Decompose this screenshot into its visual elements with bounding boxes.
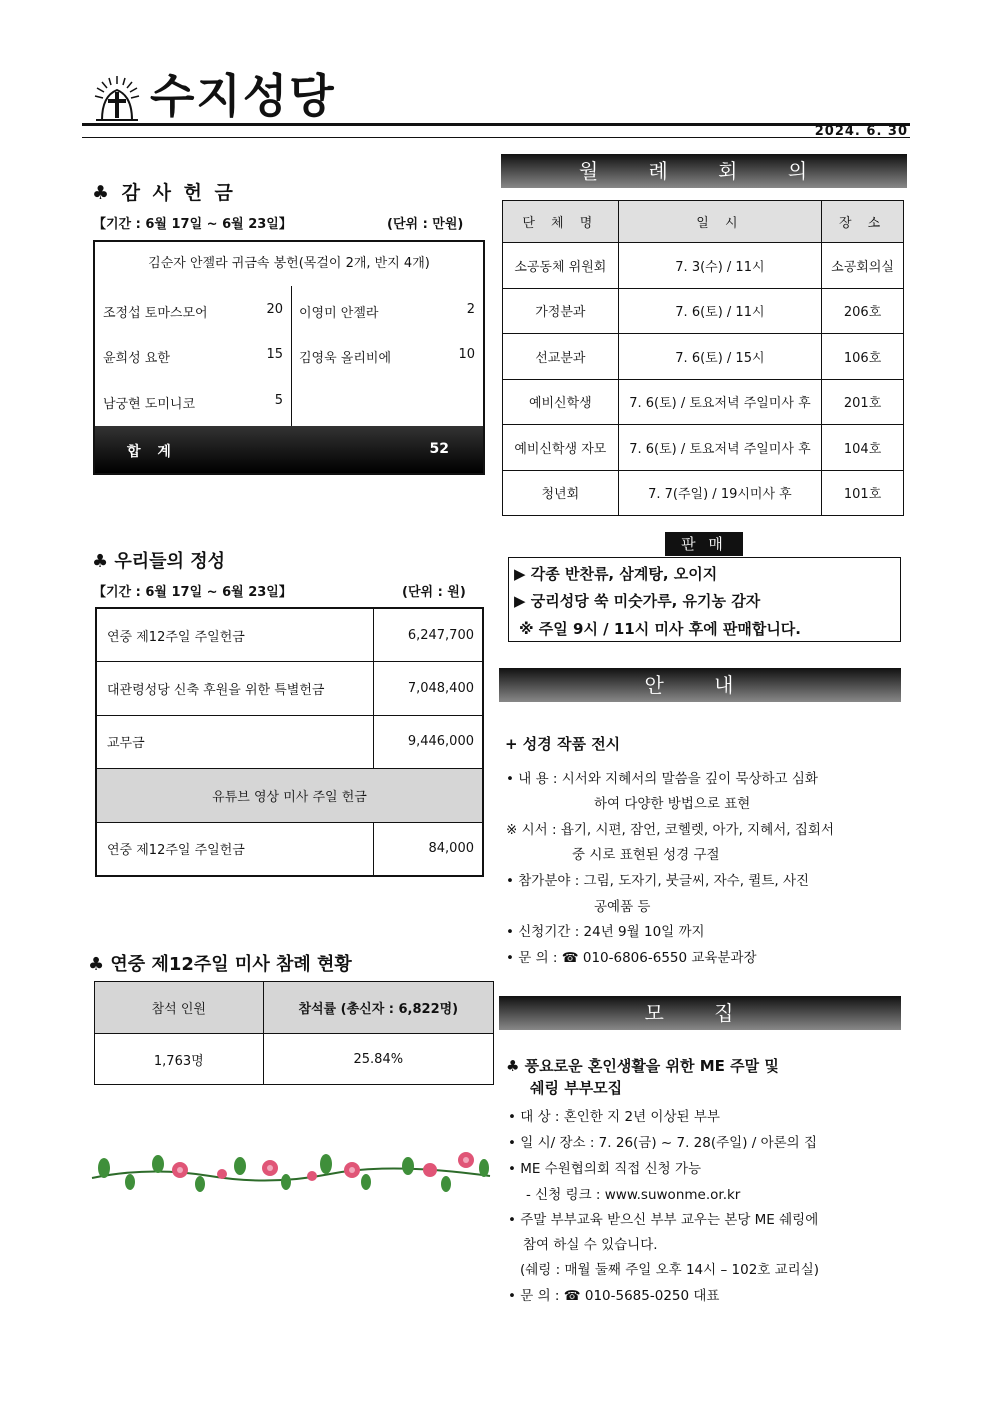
table-row: [96, 769, 483, 823]
recruit-line: • ME 수원협의회 직접 신청 가능: [508, 1161, 702, 1177]
meeting-time: 7. 6(토) / 토요저녁 주일미사 후: [618, 425, 821, 471]
table-row: [503, 425, 904, 471]
notice-line: 공예품 등: [594, 899, 651, 915]
attendance-header: 참석 인원: [95, 982, 264, 1034]
notice-line: • 문 의 : ☎ 010-6806-6550 교육분과장: [506, 950, 757, 966]
thanks-amount: 5: [274, 393, 283, 408]
thanks-total-row: [95, 426, 483, 473]
recruit-line: (쉐링 : 매월 둘째 주일 오후 14시 – 102호 교리실): [520, 1262, 820, 1278]
meeting-col-header: 단 체 명: [503, 201, 619, 243]
offering-value: 7,048,400: [373, 662, 483, 716]
notice-line: • 참가분야 : 그림, 도자기, 붓글씨, 자수, 퀼트, 사진: [506, 873, 810, 889]
sale-line: ▶ 각종 반찬류, 삼계탕, 오이지: [514, 565, 718, 583]
thanks-name: 남궁현 도미니코: [103, 397, 196, 412]
attendance-count: 1,763명: [95, 1034, 264, 1085]
thanks-header-row: 김순자 안젤라 귀금속 봉헌(목걸이 2개, 반지 4개): [148, 256, 430, 271]
attendance-table: [94, 981, 494, 1085]
recruit-line: 참여 하실 수 있습니다.: [523, 1237, 658, 1253]
meeting-group: 선교분과: [503, 334, 619, 380]
recruit-link: - 신청 링크 : www.suwonme.or.kr: [526, 1187, 741, 1203]
sale-box: [508, 557, 901, 642]
recruit-title-bar: 모 집: [499, 996, 901, 1030]
recruit-heading: ♣ 풍요로운 혼인생활을 위한 ME 주말 및: [506, 1057, 779, 1075]
meeting-place: 106호: [822, 334, 904, 380]
recruit-line: • 일 시/ 장소 : 7. 26(금) ~ 7. 28(주일) / 아론의 집: [508, 1135, 818, 1151]
sale-line: ▶ 궁리성당 쑥 미숫가루, 유기농 감자: [514, 592, 761, 610]
table-row: [503, 334, 904, 380]
meeting-time: 7. 6(토) / 토요저녁 주일미사 후: [618, 379, 821, 425]
recruit-heading: 쉐링 부부모집: [530, 1079, 623, 1097]
attendance-header: 참석률 (총신자 : 6,822명): [263, 982, 493, 1034]
thanks-name: 김영욱 올리비에: [299, 351, 392, 366]
meeting-time: 7. 6(토) / 15시: [618, 334, 821, 380]
recruit-line: • 주말 부부교육 받으신 부부 교우는 본당 ME 쉐링에: [508, 1212, 819, 1228]
table-row: [503, 470, 904, 516]
thanks-amount: 10: [458, 347, 475, 362]
table-row: [96, 822, 483, 876]
offering-unit: (단위 : 원): [402, 585, 466, 600]
thanks-name: 이영미 안젤라: [299, 306, 379, 321]
offering-table: [95, 607, 484, 877]
offering-label: 대관령성당 신축 후원을 위한 특별헌금: [96, 662, 373, 716]
thanks-title: ♣ 감 사 헌 금: [92, 182, 236, 204]
offering-label: 교무금: [96, 715, 373, 769]
thanks-divider: [291, 286, 292, 426]
table-row: [96, 608, 483, 662]
meeting-place: 104호: [822, 425, 904, 471]
meeting-time: 7. 6(토) / 11시: [618, 288, 821, 334]
notice-line: 중 시로 표현된 성경 구절: [572, 847, 720, 863]
church-logo-icon: [92, 74, 142, 124]
thanks-total-label: 합 계: [127, 444, 177, 460]
table-row: [96, 715, 483, 769]
thanks-amount: 2: [466, 302, 475, 317]
meeting-place: 201호: [822, 379, 904, 425]
offering-title: ♣ 우리들의 정성: [92, 551, 225, 572]
notice-heading: + 성경 작품 전시: [505, 735, 621, 753]
thanks-period: 【기간 : 6월 17일 ~ 6월 23일】: [93, 217, 292, 232]
offering-value: 9,446,000: [373, 715, 483, 769]
youtube-offering-header: 유튜브 영상 미사 주일 헌금: [96, 769, 483, 823]
attendance-title: ♣ 연중 제12주일 미사 참례 현황: [88, 954, 352, 975]
thanks-name: 윤희성 요한: [103, 351, 170, 366]
table-row: [503, 379, 904, 425]
notice-line: • 신청기간 : 24년 9월 10일 까지: [506, 924, 705, 940]
meeting-place: 101호: [822, 470, 904, 516]
notice-line: • 내 용 : 시서와 지혜서의 말씀을 깊이 묵상하고 심화: [506, 771, 818, 787]
offering-label: 연중 제12주일 주일헌금: [96, 822, 373, 876]
notice-line: ※ 시서 : 욥기, 시편, 잠언, 코헬렛, 아가, 지혜서, 집회서: [506, 822, 835, 838]
offering-value: 6,247,700: [373, 608, 483, 662]
meeting-col-header: 장 소: [822, 201, 904, 243]
thanks-unit: (단위 : 만원): [387, 217, 464, 232]
meeting-place: 소공회의실: [822, 243, 904, 289]
meeting-time: 7. 3(수) / 11시: [618, 243, 821, 289]
page-title: 수지성당: [150, 69, 336, 123]
offering-label: 연중 제12주일 주일헌금: [96, 608, 373, 662]
meeting-title-bar: 월 례 회 의: [501, 154, 907, 188]
flower-border-decoration: [90, 1148, 492, 1194]
meeting-group: 예비신학생: [503, 379, 619, 425]
meeting-place: 206호: [822, 288, 904, 334]
thanks-amount: 20: [266, 302, 283, 317]
thanks-total-value: 52: [429, 441, 449, 457]
thanks-amount: 15: [266, 347, 283, 362]
sale-tag: 판 매: [665, 532, 743, 556]
table-row: [503, 288, 904, 334]
notice-line: 하여 다양한 방법으로 표현: [594, 796, 751, 812]
thanks-name: 조정섭 토마스모어: [103, 306, 208, 321]
attendance-rate: 25.84%: [263, 1034, 493, 1085]
table-row: [96, 662, 483, 716]
meeting-group: 예비신학생 자모: [503, 425, 619, 471]
issue-date: 2024. 6. 30: [814, 124, 908, 139]
meeting-group: 소공동체 위원회: [503, 243, 619, 289]
meeting-group: 가정분과: [503, 288, 619, 334]
offering-period: 【기간 : 6월 17일 ~ 6월 23일】: [93, 585, 292, 600]
table-row: [95, 1034, 494, 1085]
table-row: [503, 243, 904, 289]
meeting-table: [502, 200, 904, 516]
notice-title-bar: 안 내: [499, 668, 901, 702]
meeting-time: 7. 7(주일) / 19시미사 후: [618, 470, 821, 516]
recruit-line: • 문 의 : ☎ 010-5685-0250 대표: [508, 1288, 720, 1304]
sale-line: ※ 주일 9시 / 11시 미사 후에 판매합니다.: [519, 620, 801, 638]
recruit-line: • 대 상 : 혼인한 지 2년 이상된 부부: [508, 1109, 720, 1125]
offering-value: 84,000: [373, 822, 483, 876]
meeting-group: 청년회: [503, 470, 619, 516]
meeting-col-header: 일 시: [618, 201, 821, 243]
thanks-table: [93, 240, 485, 475]
